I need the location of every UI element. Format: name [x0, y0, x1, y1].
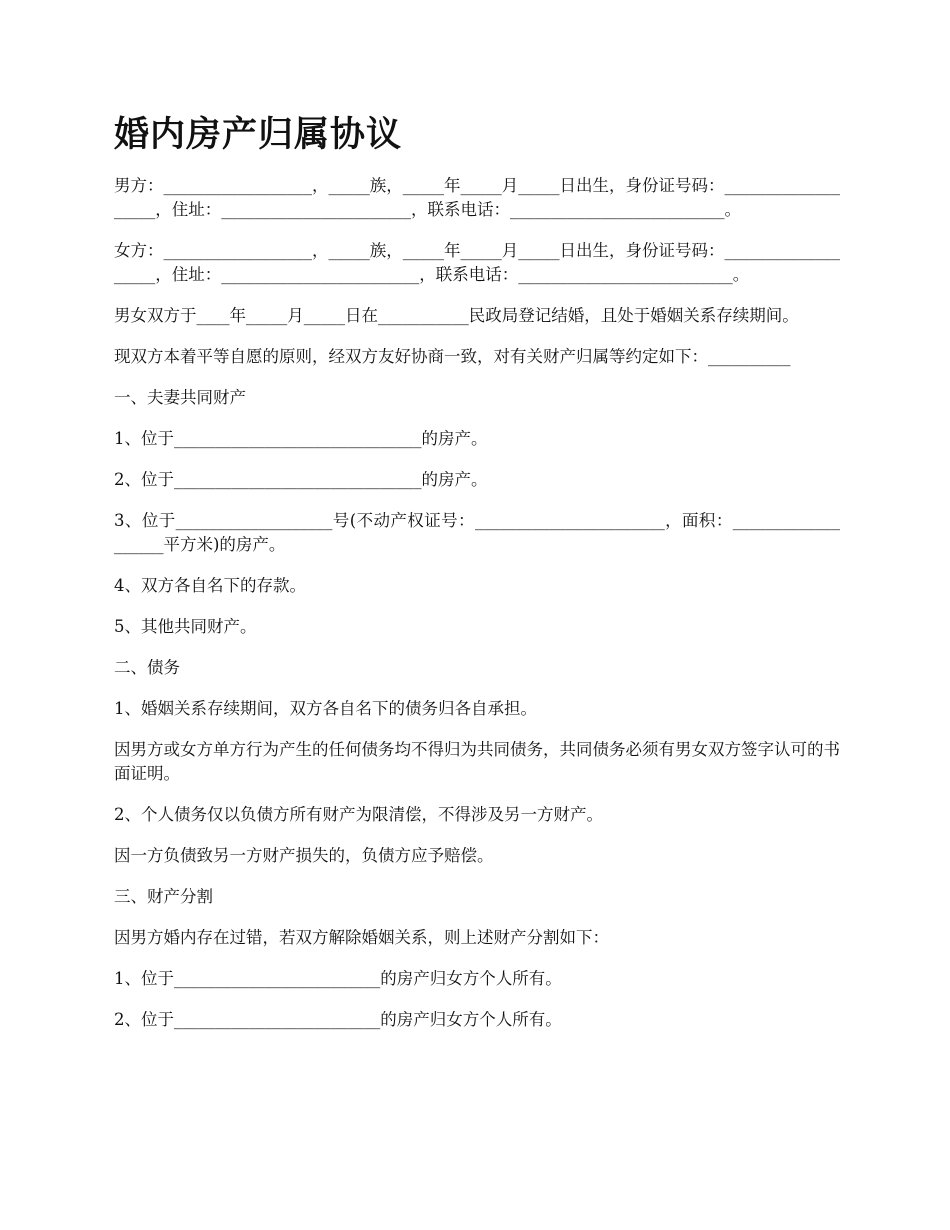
document-title: 婚内房产归属协议 — [114, 115, 403, 155]
clause-item: 2、位于_________________________的房产归女方个人所有。 — [114, 1010, 562, 1029]
clause-item: 1、婚姻关系存续期间，双方各自名下的债务归各自承担。 — [114, 699, 537, 718]
section-heading-debts: 二、债务 — [114, 658, 180, 677]
clause-item: 因一方负债致另一方财产损失的，负债方应予赔偿。 — [114, 846, 494, 865]
clause-item: 5、其他共同财产。 — [114, 617, 257, 636]
female-party-info: 女方：__________________，_____族，_____年_____月_____日出生，身份证号码：___________________，住址：________________________，联系电话：__________________________。 — [114, 241, 840, 284]
document-page — [114, 112, 840, 1049]
clause-item: 1、位于______________________________的房产。 — [114, 429, 488, 448]
clause-item: 3、位于___________________号(不动产权证号：_______________________，面积：___________________平方米)的房产。 — [114, 511, 840, 554]
clause-item: 2、个人债务仅以负债方所有财产为限清偿，不得涉及另一方财产。 — [114, 805, 603, 824]
agreement-preamble: 现双方本着平等自愿的原则，经双方友好协商一致，对有关财产归属等约定如下：__________ — [114, 347, 791, 366]
clause-item: 4、双方各自名下的存款。 — [114, 576, 306, 595]
section-heading-joint-property: 一、夫妻共同财产 — [114, 388, 246, 407]
clause-item: 2、位于______________________________的房产。 — [114, 470, 488, 489]
marriage-registration: 男女双方于____年_____月_____日在___________民政局登记结婚，且处于婚姻关系存续期间。 — [114, 306, 799, 325]
clause-item: 因男方婚内存在过错，若双方解除婚姻关系，则上述财产分割如下： — [114, 928, 609, 947]
clause-item: 因男方或女方单方行为产生的任何债务均不得归为共同债务，共同债务必须有男女双方签字认可的书面证明。 — [114, 740, 840, 783]
section-heading-division: 三、财产分割 — [114, 887, 213, 906]
clause-item: 1、位于_________________________的房产归女方个人所有。 — [114, 969, 562, 988]
male-party-info: 男方：__________________，_____族，_____年_____月_____日出生，身份证号码：___________________，住址：_______________________，联系电话：__________________________。 — [114, 176, 840, 219]
